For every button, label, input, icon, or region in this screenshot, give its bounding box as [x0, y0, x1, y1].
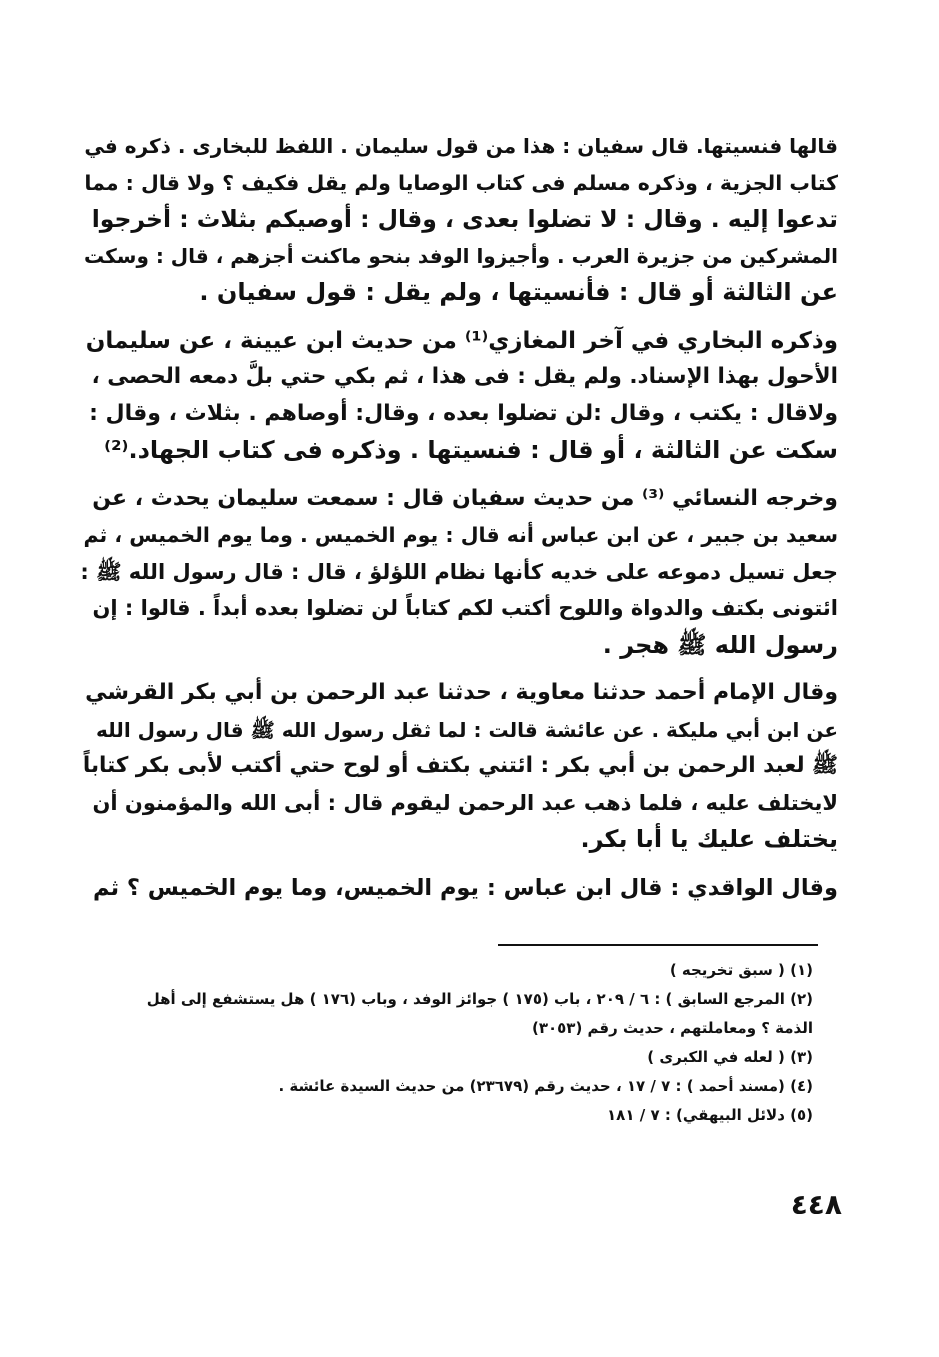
- footnote-line: (١) ( سبق تخريجه ): [669, 961, 813, 979]
- main-text: [78, 128, 838, 918]
- text-line: يختلف عليك يا أبا بكر.: [580, 825, 838, 853]
- text-line: تدعوا إليه . وقال : لا تضلوا بعدى ، وقال : أوصيكم بثلاث : أخرجوا: [91, 205, 838, 233]
- paragraph-3: [78, 481, 838, 664]
- text-line: الأحول بهذا الإسناد. ولم يقل : فى هذا ، ثم بكي حتي بلَّ دمعه الحصى ،: [91, 364, 838, 389]
- text-line: وذكره البخاري في آخر المغازي⁽¹⁾ من حديث ابن عيينة ، عن سليمان: [85, 327, 838, 354]
- text-line: سعيد بن جبير ، عن ابن عباس أنه قال : يوم الخميس . وما يوم الخميس ، ثم: [83, 523, 838, 547]
- paragraph-2: [78, 323, 838, 469]
- paragraph-5: [78, 870, 838, 907]
- text-line: لايختلف عليه ، فلما ذهب عبد الرحمن ليقوم قال : أبى الله والمؤمنون أن: [92, 790, 838, 815]
- footnote-line: (٢) المرجع السابق ) : ٦ / ٢٠٩ ، باب (١٧٥ ) جوائز الوفد ، وباب (١٧٦ ) هل يستشفع إلى أهل: [146, 990, 813, 1008]
- text-line: وقال الإمام أحمد حدثنا معاوية ، حدثنا عبد الرحمن بن أبي بكر القرشي: [85, 680, 838, 705]
- footnote-line: الذمة ؟ ومعاملتهم ، حديث رقم (٣٠٥٣): [531, 1019, 813, 1037]
- footnote-line: (٥) دلائل البيهقي) : ٧ / ١٨١: [607, 1106, 813, 1124]
- text-line: ﷺ لعبد الرحمن بن أبي بكر : ائتني بكتف أو لوح حتي أكتب لأبى بكر كتاباً: [82, 753, 838, 778]
- text-line: جعل تسيل دموعه على خديه كأنها نظام اللؤلؤ ، قال : قال رسول الله ﷺ :: [80, 559, 838, 584]
- text-line: كتاب الجزية ، وذكره مسلم فى كتاب الوصايا ولم يقل فكيف ؟ ولا قال : مما: [84, 170, 838, 195]
- text-line: عن الثالثة أو قال : فأنسيتها ، ولم يقل : قول سفيان .: [199, 278, 838, 306]
- text-line: المشركين من جزيرة العرب . وأجيزوا الوفد بنحو ماكنت أجزهم ، قال : وسكت: [83, 243, 838, 268]
- text-line: وخرجه النسائي ⁽³⁾ من حديث سفيان قال : سمعت سليمان يحدث ، عن: [92, 485, 838, 511]
- footnote-line: (٣) ( لعله في الكبرى ): [647, 1048, 813, 1066]
- footnotes: [78, 956, 813, 1130]
- text-line: ولاقال : يكتب ، وقال :لن تضلوا بعده ، وقال: أوصاهم . بثلاث ، وقال :: [89, 400, 838, 426]
- paragraph-1: [78, 128, 838, 311]
- text-line: ائتونى بكتف والدواة واللوح أكتب لكم كتاباً لن تضلوا بعده أبداً . قالوا : إن: [92, 596, 838, 620]
- footnote-divider: [498, 944, 818, 946]
- paragraph-4: [78, 675, 838, 858]
- text-line: رسول الله ﷺ هجر .: [602, 630, 838, 659]
- text-line: سكت عن الثالثة ، أو قال : فنسيتها . وذكره فى كتاب الجهاد.⁽²⁾: [104, 436, 838, 464]
- text-line: قالها فنسيتها. قال سفيان : هذا من قول سليمان . اللفظ للبخارى . ذكره في: [84, 134, 838, 158]
- footnote-line: (٤) (مسند أحمد ) : ٧ / ١٧ ، حديث رقم (٢٣٦٧٩) من حديث السيدة عائشة .: [278, 1077, 813, 1095]
- text-line: وقال الواقدي : قال ابن عباس : يوم الخميس، وما يوم الخميس ؟ ثم: [92, 874, 838, 901]
- page-number: ٤٤٨: [790, 1188, 842, 1221]
- text-line: عن ابن أبي مليكة . عن عائشة قالت : لما ثقل رسول الله ﷺ قال رسول الله: [96, 717, 838, 742]
